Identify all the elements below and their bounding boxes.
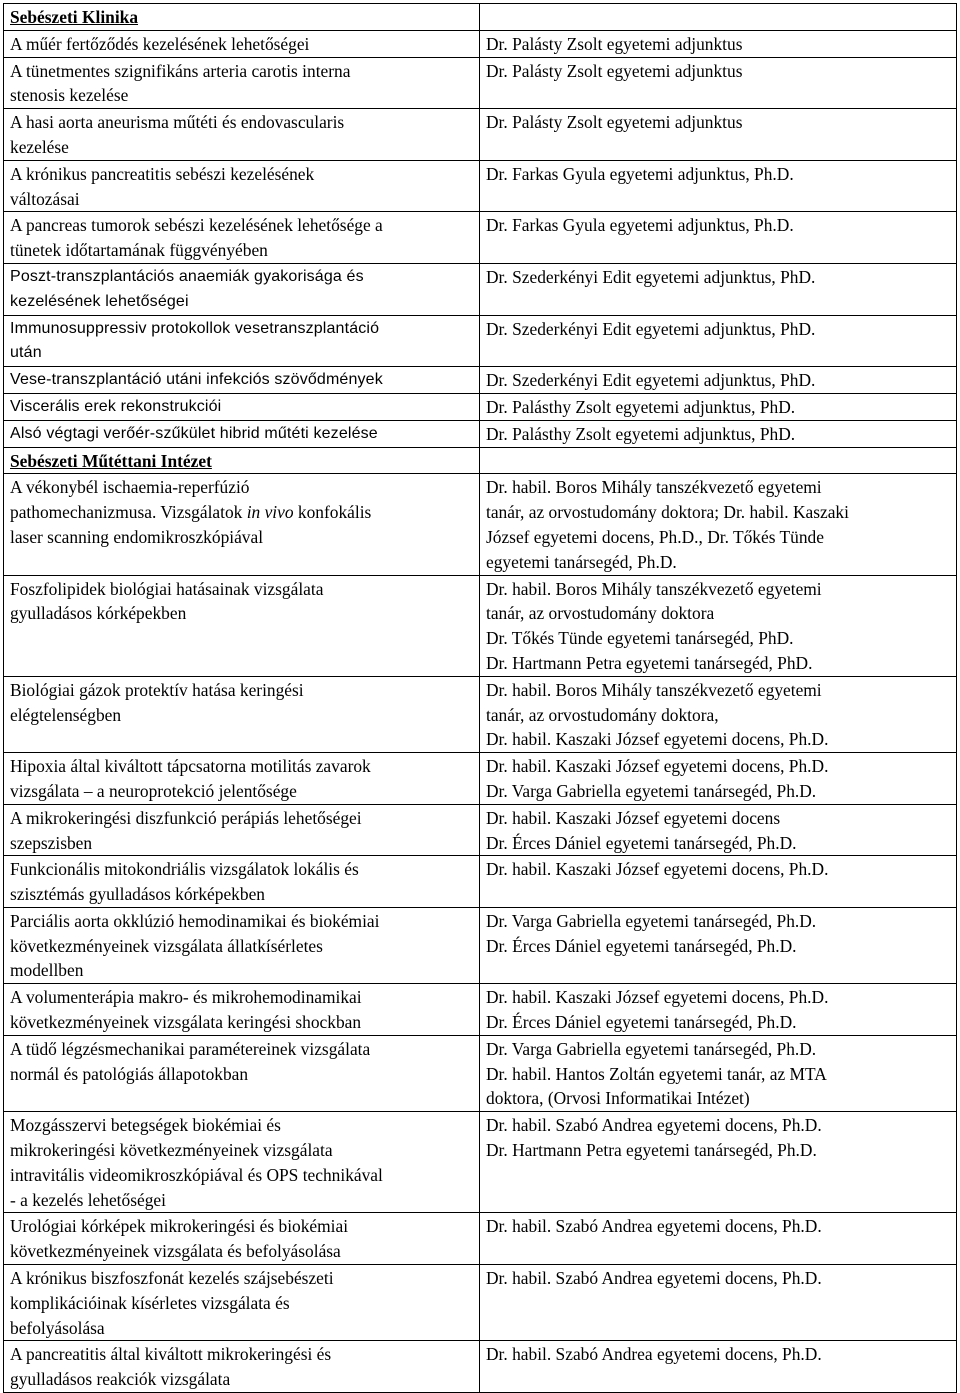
table-row	[4, 109, 957, 161]
topic-cell: Hipoxia által kiváltott tápcsatorna motilitás zavarok vizsgálata – a neuroprotekció jelentősége	[4, 753, 480, 805]
table-row	[4, 907, 957, 983]
table-row	[4, 676, 957, 752]
table-row	[4, 984, 957, 1036]
document-page	[3, 3, 957, 1393]
topic-cell: Immunosuppressiv protokollok vesetranszplantáció után	[4, 315, 480, 367]
table-row	[4, 753, 957, 805]
supervisor-cell: Dr. Farkas Gyula egyetemi adjunktus, Ph.D.	[480, 160, 957, 212]
section-heading-row	[4, 447, 957, 474]
section-heading-blank	[480, 4, 957, 31]
supervisor-cell: Dr. Palásty Zsolt egyetemi adjunktus	[480, 57, 957, 109]
topic-cell: Poszt-transzplantációs anaemiák gyakorisága és kezelésének lehetőségei	[4, 263, 480, 315]
topic-cell: A mikrokeringési diszfunkció perápiás lehetőségei szepszisben	[4, 804, 480, 856]
topic-cell: A műér fertőződés kezelésének lehetőségei	[4, 30, 480, 57]
supervisor-cell: Dr. habil. Kaszaki József egyetemi docens Dr. Érces Dániel egyetemi tanársegéd, Ph.D.	[480, 804, 957, 856]
topic-cell: A tüdő légzésmechanikai paramétereinek vizsgálata normál és patológiás állapotokban	[4, 1035, 480, 1111]
supervisor-cell: Dr. Szederkényi Edit egyetemi adjunktus, PhD.	[480, 315, 957, 367]
supervisor-cell: Dr. Varga Gabriella egyetemi tanársegéd, Ph.D. Dr. habil. Hantos Zoltán egyetemi tanár, az MTA doktora, (Orvosi Informatikai Intézet)	[480, 1035, 957, 1111]
supervisor-cell: Dr. habil. Szabó Andrea egyetemi docens, Ph.D. Dr. Hartmann Petra egyetemi tanársegéd, Ph.D.	[480, 1112, 957, 1213]
table-row	[4, 367, 957, 394]
supervisor-cell: Dr. habil. Kaszaki József egyetemi docens, Ph.D. Dr. Érces Dániel egyetemi tanársegéd, Ph.D.	[480, 984, 957, 1036]
supervisor-cell: Dr. habil. Szabó Andrea egyetemi docens, Ph.D.	[480, 1341, 957, 1393]
section-heading-row	[4, 4, 957, 31]
section-heading-blank	[480, 447, 957, 474]
topic-cell: A pancreas tumorok sebészi kezelésének lehetősége a tünetek időtartamának függvényében	[4, 212, 480, 264]
table-row	[4, 57, 957, 109]
table-row	[4, 856, 957, 908]
table-row	[4, 393, 957, 420]
section-heading: Sebészeti Műtéttani Intézet	[4, 447, 480, 474]
topic-cell: A krónikus pancreatitis sebészi kezelésének változásai	[4, 160, 480, 212]
supervisor-cell: Dr. Szederkényi Edit egyetemi adjunktus, PhD.	[480, 263, 957, 315]
topic-cell: Vese-transzplantáció utáni infekciós szövődmények	[4, 367, 480, 394]
table-row	[4, 160, 957, 212]
supervisor-cell: Dr. habil. Kaszaki József egyetemi docens, Ph.D.	[480, 856, 957, 908]
table-row	[4, 1341, 957, 1393]
topic-cell: A krónikus biszfoszfonát kezelés szájsebészeti komplikációinak kísérletes vizsgálata és befolyásolása	[4, 1265, 480, 1341]
topic-cell: Mozgásszervi betegségek biokémiai és mikrokeringési következményeinek vizsgálata intravitális videomikroszkópiával és OPS technikával - a kezelés lehetőségei	[4, 1112, 480, 1213]
table-row	[4, 1213, 957, 1265]
supervisor-cell: Dr. Szederkényi Edit egyetemi adjunktus, PhD.	[480, 367, 957, 394]
table-row	[4, 30, 957, 57]
table-row	[4, 474, 957, 575]
supervisor-cell: Dr. Palásty Zsolt egyetemi adjunktus	[480, 30, 957, 57]
supervisor-cell: Dr. habil. Kaszaki József egyetemi docens, Ph.D. Dr. Varga Gabriella egyetemi tanársegéd, Ph.D.	[480, 753, 957, 805]
supervisor-cell: Dr. Palásthy Zsolt egyetemi adjunktus, PhD.	[480, 420, 957, 447]
topic-cell: Parciális aorta okklúzió hemodinamikai és biokémiai következményeinek vizsgálata állatkísérletes modellben	[4, 907, 480, 983]
supervisor-cell: Dr. habil. Boros Mihály tanszékvezető egyetemi tanár, az orvostudomány doktora; Dr. habil. Kaszaki József egyetemi docens, Ph.D., Dr. Tőkés Tünde egyetemi tanársegéd, Ph.D.	[480, 474, 957, 575]
table-row	[4, 804, 957, 856]
topics-table	[3, 3, 957, 1393]
table-row	[4, 1112, 957, 1213]
topic-cell: A volumenterápia makro- és mikrohemodinamikai következményeinek vizsgálata keringési shockban	[4, 984, 480, 1036]
supervisor-cell: Dr. Varga Gabriella egyetemi tanársegéd, Ph.D. Dr. Érces Dániel egyetemi tanársegéd, Ph.D.	[480, 907, 957, 983]
topic-cell: A pancreatitis által kiváltott mikrokeringési és gyulladásos reakciók vizsgálata	[4, 1341, 480, 1393]
table-row	[4, 263, 957, 315]
topic-cell: A tünetmentes szignifikáns arteria carotis interna stenosis kezelése	[4, 57, 480, 109]
table-row	[4, 1035, 957, 1111]
supervisor-cell: Dr. Palásty Zsolt egyetemi adjunktus	[480, 109, 957, 161]
table-row	[4, 575, 957, 676]
topic-cell: Funkcionális mitokondriális vizsgálatok lokális és szisztémás gyulladásos kórképekben	[4, 856, 480, 908]
table-row	[4, 420, 957, 447]
topic-cell: Urológiai kórképek mikrokeringési és biokémiai következményeinek vizsgálata és befolyásolása	[4, 1213, 480, 1265]
supervisor-cell: Dr. habil. Boros Mihály tanszékvezető egyetemi tanár, az orvostudomány doktora Dr. Tőkés Tünde egyetemi tanársegéd, PhD. Dr. Hartmann Petra egyetemi tanársegéd, PhD.	[480, 575, 957, 676]
table-row	[4, 212, 957, 264]
table-row	[4, 315, 957, 367]
table-row	[4, 1265, 957, 1341]
supervisor-cell: Dr. Farkas Gyula egyetemi adjunktus, Ph.D.	[480, 212, 957, 264]
supervisor-cell: Dr. habil. Boros Mihály tanszékvezető egyetemi tanár, az orvostudomány doktora, Dr. habil. Kaszaki József egyetemi docens, Ph.D.	[480, 676, 957, 752]
supervisor-cell: Dr. habil. Szabó Andrea egyetemi docens, Ph.D.	[480, 1265, 957, 1341]
topic-cell: A vékonybél ischaemia-reperfúzió pathomechanizmusa. Vizsgálatok in vivo konfokális laser scanning endomikroszkópiával	[4, 474, 480, 575]
supervisor-cell: Dr. habil. Szabó Andrea egyetemi docens, Ph.D.	[480, 1213, 957, 1265]
supervisor-cell: Dr. Palásthy Zsolt egyetemi adjunktus, PhD.	[480, 393, 957, 420]
topic-cell: Viscerális erek rekonstrukciói	[4, 393, 480, 420]
topic-cell: Alsó végtagi verőér-szűkület hibrid műtéti kezelése	[4, 420, 480, 447]
section-heading: Sebészeti Klinika	[4, 4, 480, 31]
topic-cell: Foszfolipidek biológiai hatásainak vizsgálata gyulladásos kórképekben	[4, 575, 480, 676]
topic-cell: A hasi aorta aneurisma műtéti és endovascularis kezelése	[4, 109, 480, 161]
topic-cell: Biológiai gázok protektív hatása keringési elégtelenségben	[4, 676, 480, 752]
italic-term: in vivo	[246, 502, 294, 523]
